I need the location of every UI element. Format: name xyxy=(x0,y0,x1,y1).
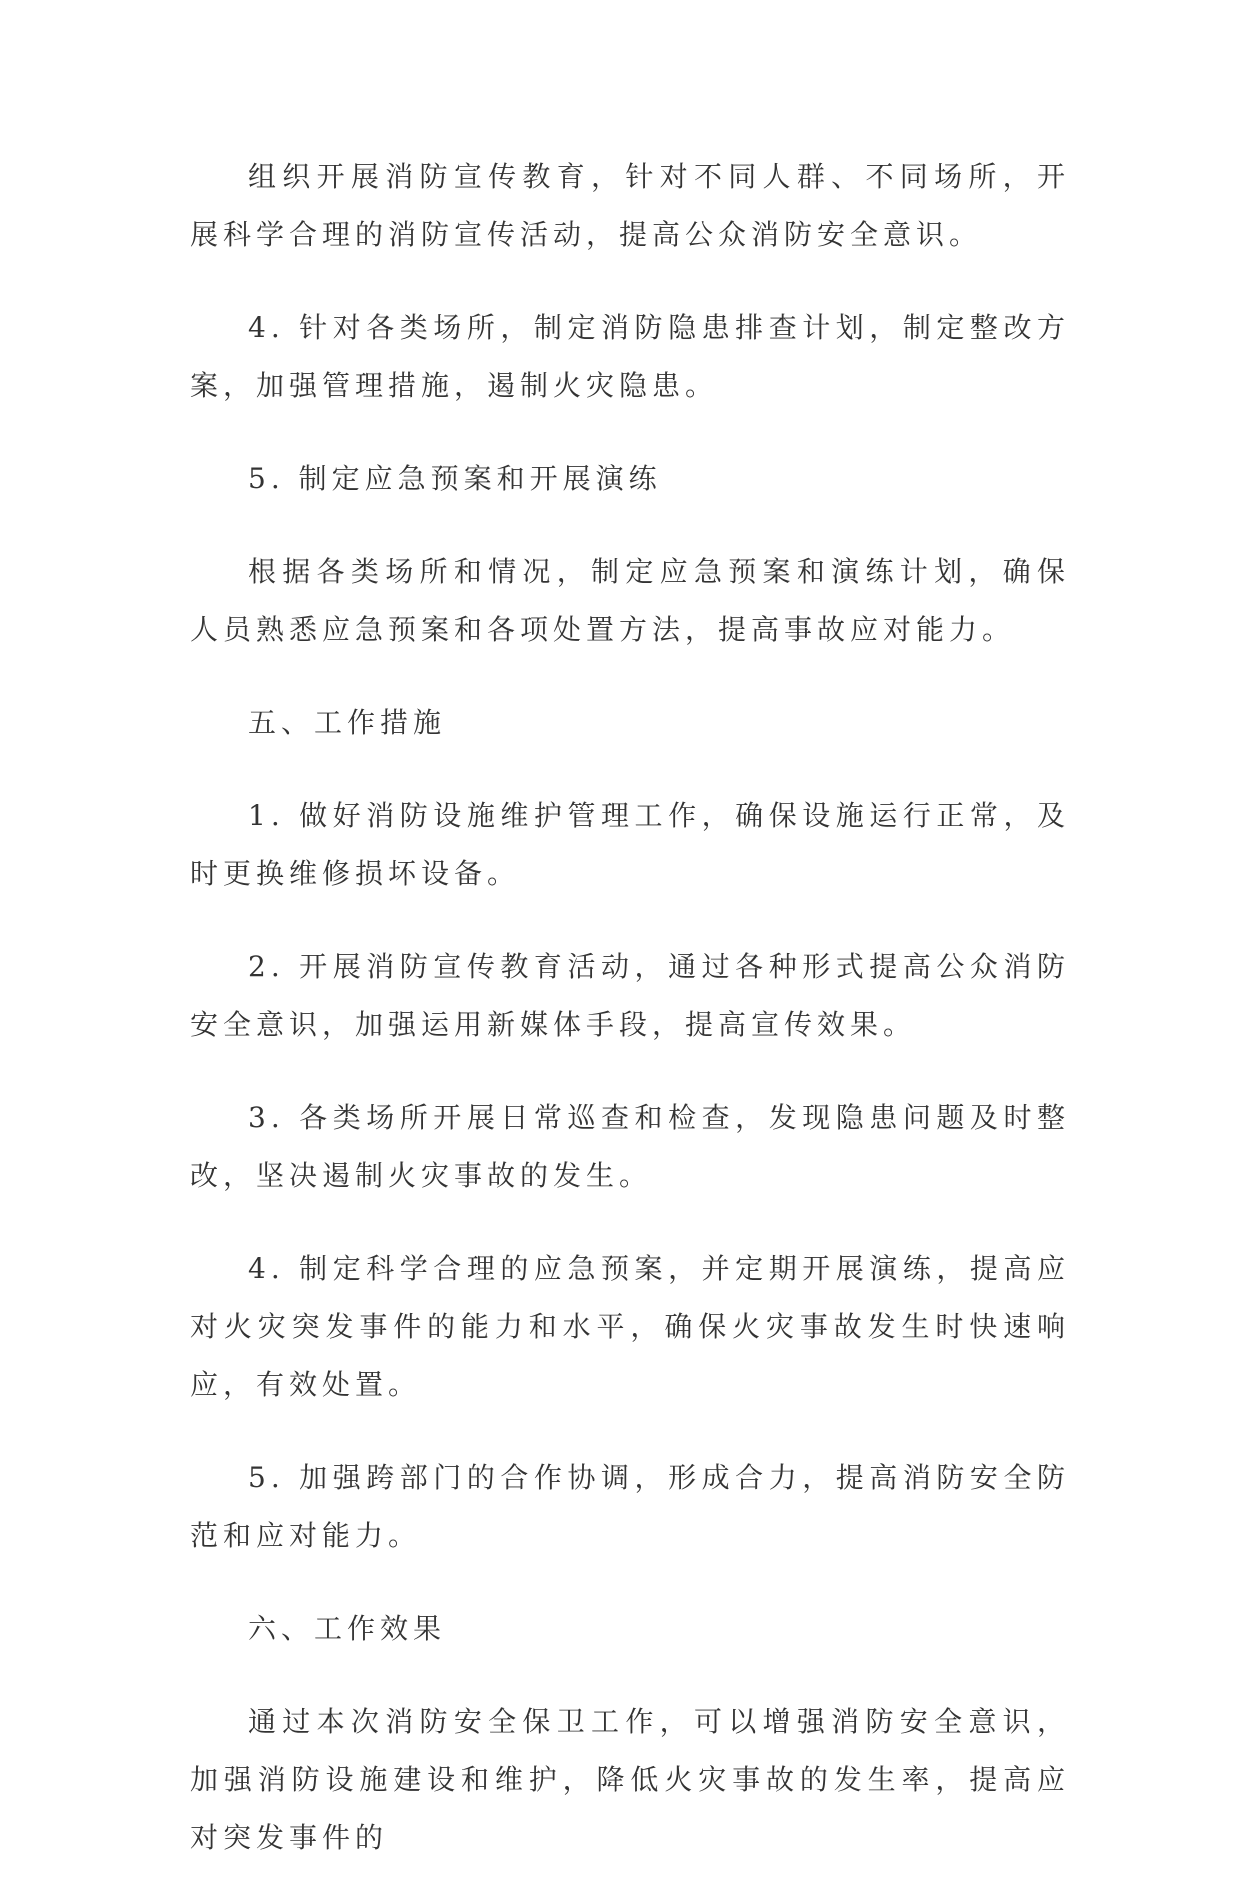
document-page xyxy=(190,148,1070,1902)
section-heading-results: 六、工作效果 xyxy=(248,1612,447,1645)
paragraph-results: 通过本次消防安全保卫工作，可以增强消防安全意识，加强消防设施建设和维护，降低火灾事故的发生率，提高应对突发事件的 xyxy=(190,1705,1070,1854)
paragraph-measure-1: 1. 做好消防设施维护管理工作，确保设施运行正常，及时更换维修损坏设备。 xyxy=(190,799,1070,890)
paragraph-measure-5: 5. 加强跨部门的合作协调，形成合力，提高消防安全防范和应对能力。 xyxy=(190,1461,1070,1552)
paragraph-measure-4: 4. 制定科学合理的应急预案，并定期开展演练，提高应对火灾突发事件的能力和水平，确保火灾事故发生时快速响应，有效处置。 xyxy=(190,1252,1070,1401)
paragraph-item-4-hazard-check: 4. 针对各类场所，制定消防隐患排查计划，制定整改方案，加强管理措施，遏制火灾隐患。 xyxy=(190,311,1070,402)
paragraph-item-5-heading: 5. 制定应急预案和开展演练 xyxy=(248,462,662,495)
paragraph-publicity-education: 组织开展消防宣传教育，针对不同人群、不同场所，开展科学合理的消防宣传活动，提高公众消防安全意识。 xyxy=(190,160,1070,251)
paragraph-emergency-plan: 根据各类场所和情况，制定应急预案和演练计划，确保人员熟悉应急预案和各项处置方法，提高事故应对能力。 xyxy=(190,555,1070,646)
paragraph-measure-3: 3. 各类场所开展日常巡查和检查，发现隐患问题及时整改，坚决遏制火灾事故的发生。 xyxy=(190,1101,1070,1192)
paragraph-measure-2: 2. 开展消防宣传教育活动，通过各种形式提高公众消防安全意识，加强运用新媒体手段，提高宣传效果。 xyxy=(190,950,1070,1041)
section-heading-measures: 五、工作措施 xyxy=(248,706,447,739)
